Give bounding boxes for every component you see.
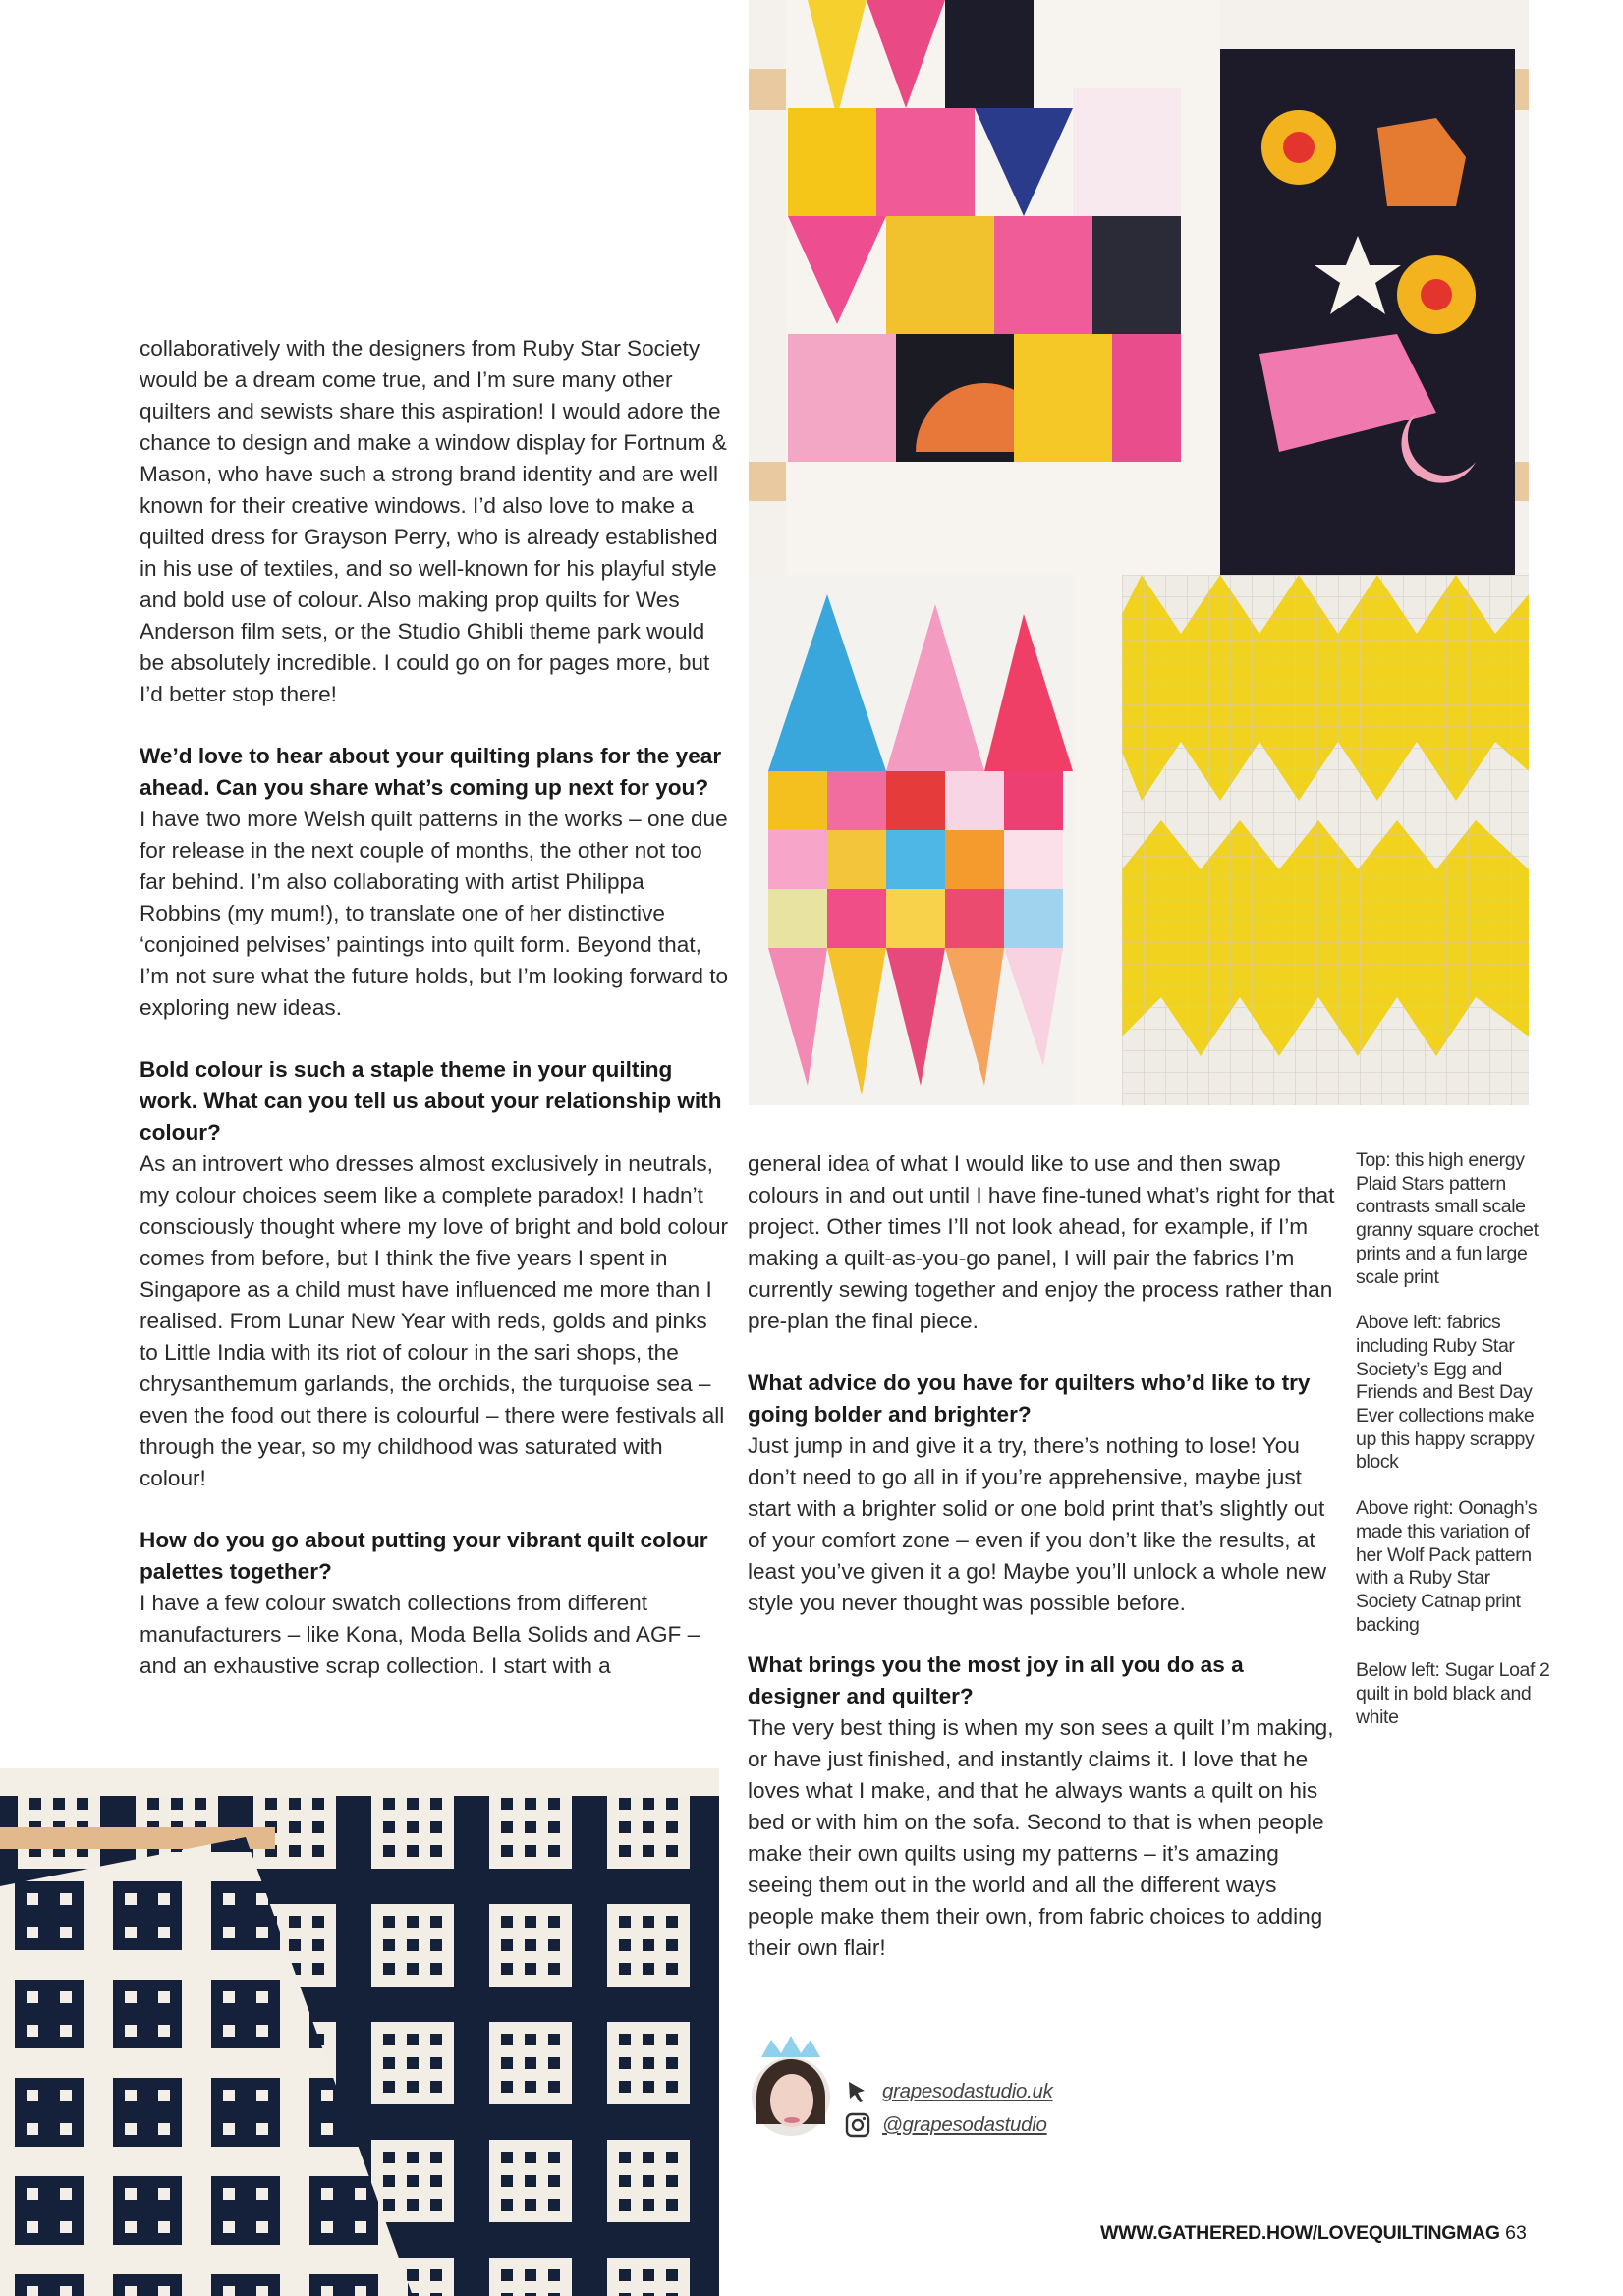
page-number: 63 xyxy=(1505,2222,1527,2244)
photo-captions xyxy=(1356,1149,1552,1752)
instagram-text[interactable]: @grapesodastudio xyxy=(882,2113,1047,2136)
answer-bold-colour: As an introvert who dresses almost exclusively in neutrals, my colour choices seem like a complete paradox! I hadn’t consciously thought where my love of bright and bold colour comes from before, but I think the five years I spent in Singapore as a child must have influenced me more than I realised. From Lunar New Year with reds, golds and pinks to Little India with its riot of colour in the sari shops, the chrysanthemum garlands, the orchids, the turquoise sea – even the food out there is colourful – there were festivals all through the year, so my childhood was saturated with colour! xyxy=(140,1151,729,1490)
instagram-link[interactable] xyxy=(845,2112,1047,2138)
avatar xyxy=(747,2030,835,2138)
question-advice: What advice do you have for quilters who’d like to try going bolder and brighter? xyxy=(748,1371,1311,1427)
website-text[interactable]: grapesodastudio.uk xyxy=(882,2080,1053,2102)
caption-above-right: Above right: Oonagh’s made this variation of her Wolf Pack pattern with a Ruby Star Society Catnap print backing xyxy=(1356,1497,1538,1636)
footer-url[interactable]: WWW.GATHERED.HOW/LOVEQUILTINGMAG xyxy=(1100,2222,1500,2244)
question-bold-colour: Bold colour is such a staple theme in your quilting work. What can you tell us about your relationship with colour? xyxy=(140,1057,722,1145)
answer-colour-palettes-continued: general idea of what I would like to use and then swap colours in and out until I have fine-tuned what’s right for that project. Other times I’ll not look ahead, for example, if I’m making a quilt-as-you-go panel, I will pair the fabrics I’m currently sewing together and enjoy the process rather than pre-plan the final piece. xyxy=(748,1151,1335,1333)
photo-wolf-pack-quilt xyxy=(1122,575,1529,1105)
caption-below-left: Below left: Sugar Loaf 2 quilt in bold black and white xyxy=(1356,1659,1550,1728)
answer-quilting-plans: I have two more Welsh quilt patterns in the works – one due for release in the next couple of months, the other not too far behind. I’m also collaborating with artist Philippa Robbins (my mum!), to translate one of her distinctive ‘conjoined pelvises’ paintings into quilt form. Beyond that, I’m not sure what the future holds, but I’m looking forward to exploring new ideas. xyxy=(140,807,729,1020)
caption-above-left: Above left: fabrics including Ruby Star Society’s Egg and Friends and Best Day Ever collections make up this happy scrappy block xyxy=(1356,1312,1535,1474)
answer-colour-palettes: I have a few colour swatch collections from different manufacturers – like Kona, Moda Bella Solids and AGF – and an exhaustive scrap collection. I start with a xyxy=(140,1591,700,1678)
question-quilting-plans: We’d love to hear about your quilting plans for the year ahead. Can you share what’s coming up next for you? xyxy=(140,744,722,800)
question-colour-palettes: How do you go about putting your vibrant quilt colour palettes together? xyxy=(140,1528,708,1584)
photo-scrappy-block xyxy=(749,575,1122,1105)
article-column-2 xyxy=(748,1148,1337,1994)
photo-plaid-stars-quilt xyxy=(749,0,1529,575)
cursor-arrow-icon xyxy=(845,2079,870,2104)
intro-paragraph: collaboratively with the designers from Ruby Star Society would be a dream come true, and I’m sure many other quilters and sewists share this aspiration! I would adore the chance to design and make a window display for Fortnum & Mason, who have such a strong brand identity and are well known for their creative windows. I’d also love to make a quilted dress for Grayson Perry, who is already established in his use of textiles, and so well-known for his playful style and bold use of colour. Also making prop quilts for Wes Anderson film sets, or the Studio Ghibli theme park would be absolutely incredible. I could go on for pages more, but I’d better stop there! xyxy=(140,336,727,706)
article-column-1 xyxy=(140,333,729,1712)
answer-advice: Just jump in and give it a try, there’s nothing to lose! You don’t need to go all in if you’re apprehensive, maybe just start with a brighter solid or one bold print that’s slightly out of your comfort zone – even if you don’t like the results, at least you’ve given it a go! Maybe you’ll unlock a whole new style you never thought was possible before. xyxy=(748,1433,1327,1615)
author-block xyxy=(747,2030,1120,2148)
page-footer xyxy=(1100,2222,1527,2245)
website-link[interactable] xyxy=(845,2079,1053,2104)
question-joy: What brings you the most joy in all you do as a designer and quilter? xyxy=(748,1652,1244,1708)
caption-top: Top: this high energy Plaid Stars pattern contrasts small scale granny square crochet prints and a fun large scale print xyxy=(1356,1149,1539,1288)
answer-joy: The very best thing is when my son sees a quilt I’m making, or have just finished, and instantly claims it. I love that he loves what I make, and that he always wants a quilt on his bed or with him on the sofa. Second to that is when people make their own quilts using my patterns – it’s amazing seeing them out in the world and all the different ways people make them their own, from fabric choices to adding their own flair! xyxy=(748,1715,1334,1960)
photo-sugar-loaf-quilt xyxy=(0,1768,719,2296)
instagram-icon xyxy=(845,2112,870,2138)
